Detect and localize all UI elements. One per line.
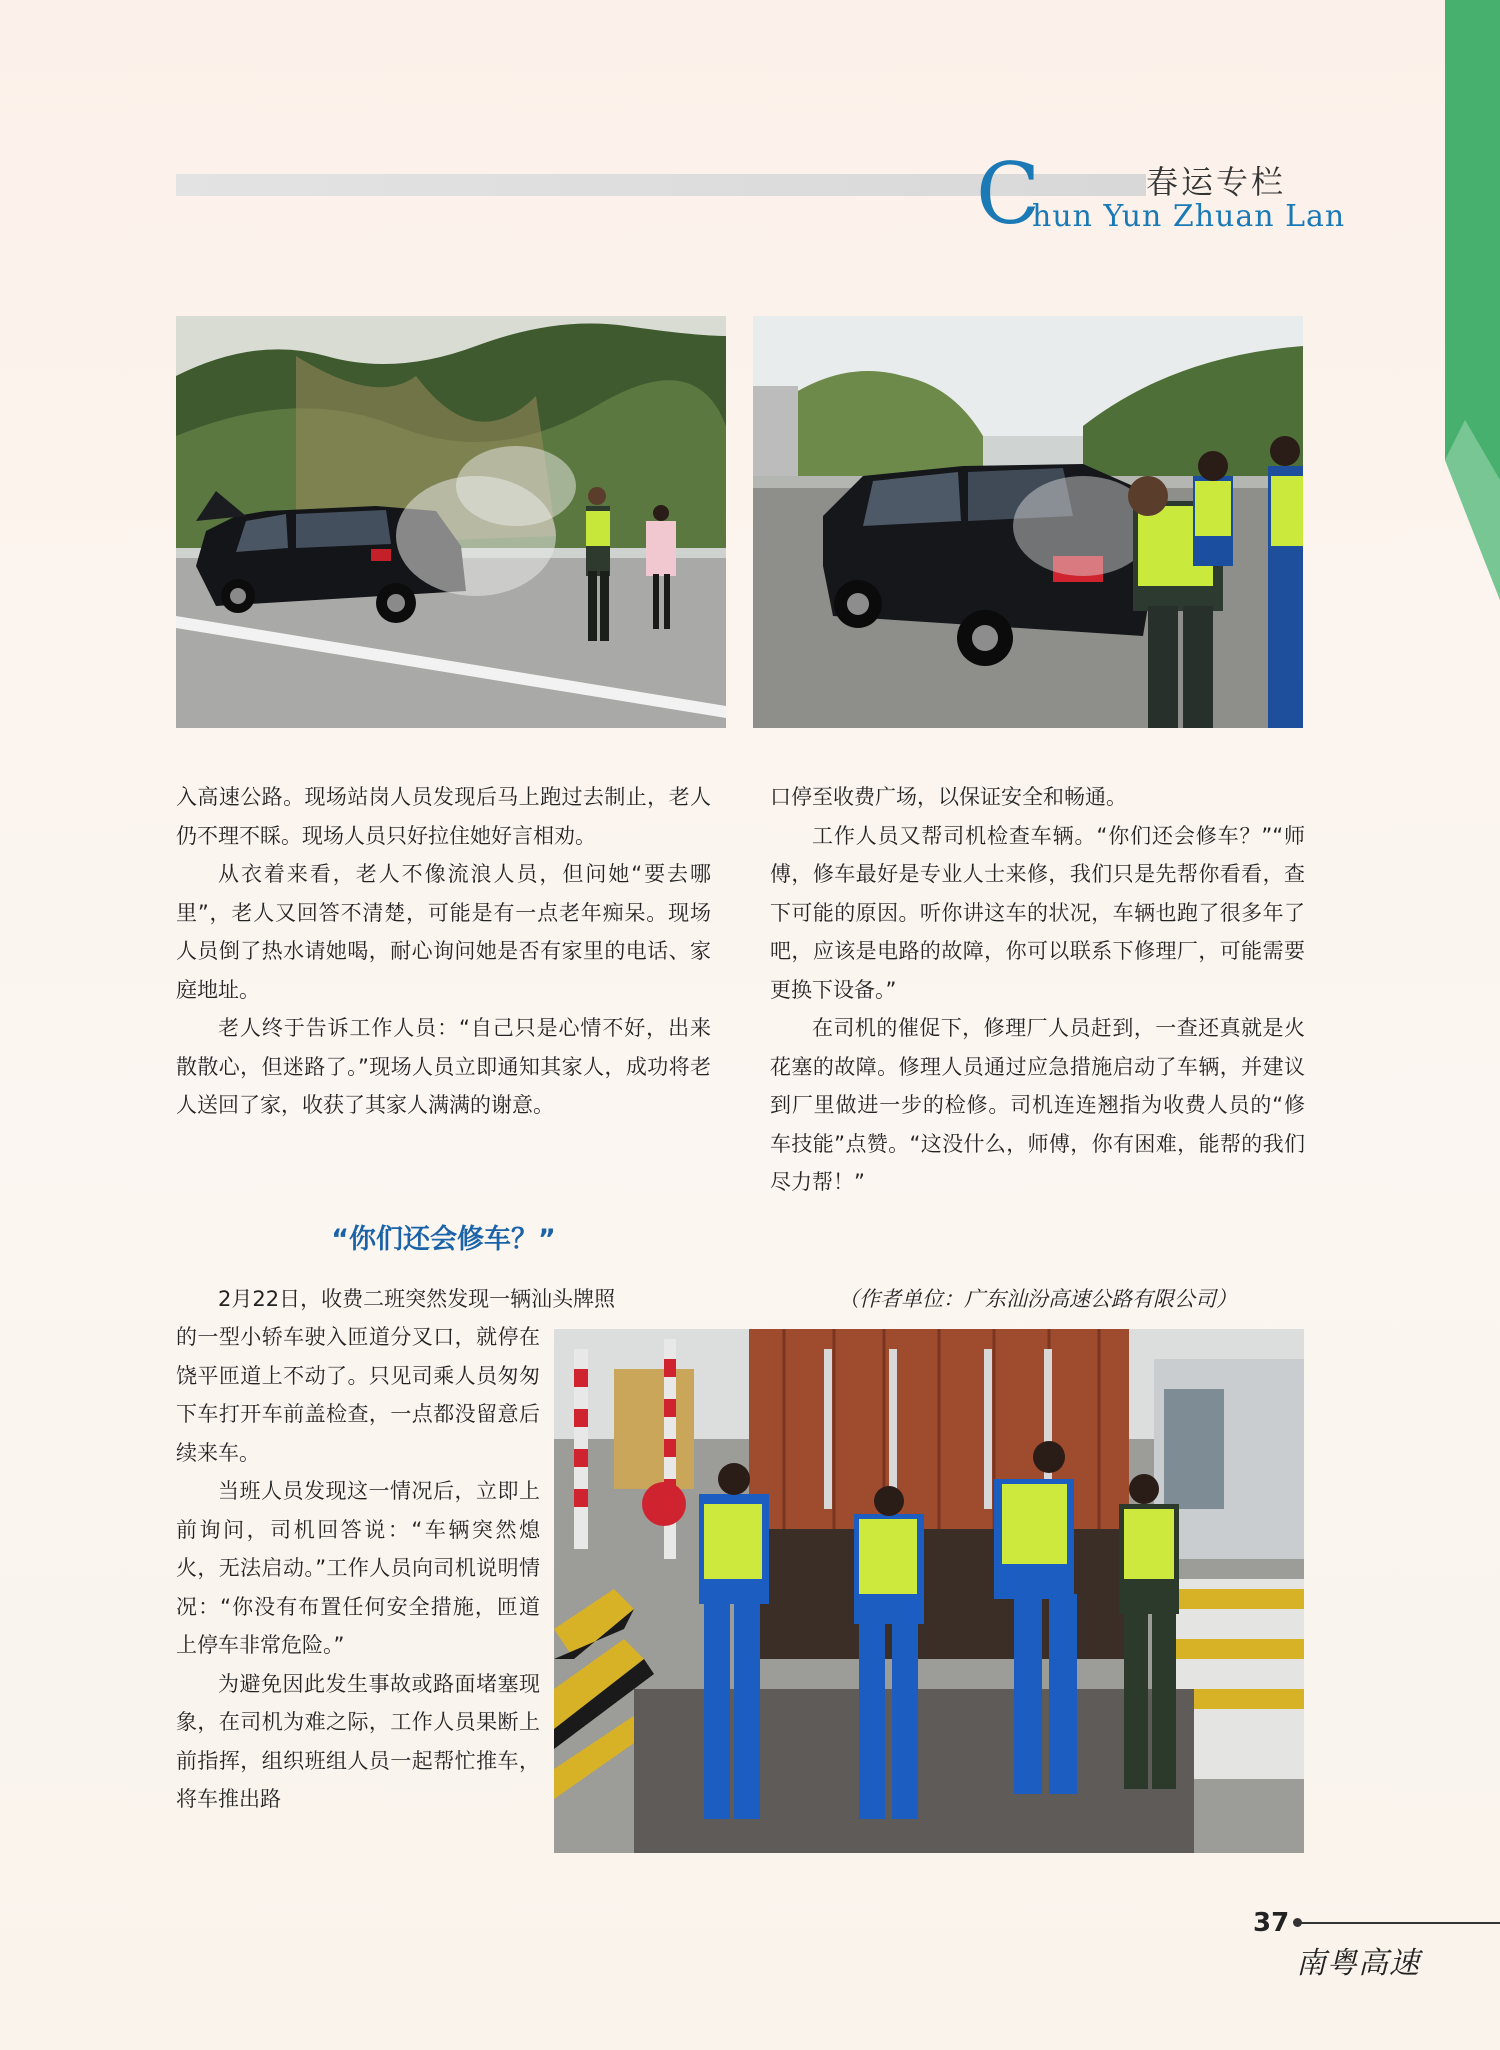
paragraph: 在司机的催促下，修理厂人员赶到，一查还真就是火花塞的故障。修理人员通过应急措施启动了车辆，并建议到厂里做进一步的检修。司机连连翘指为收费人员的“修车技能”点赞。“这没什么，师傅，你有困难，能帮的我们尽力帮！” xyxy=(770,1016,1305,1194)
column-title-en: hun Yun Zhuan Lan xyxy=(1032,199,1346,234)
column-title-cn: 春运专栏 xyxy=(1146,163,1287,201)
footer-rule xyxy=(1298,1922,1500,1924)
left-column-lower-first-line xyxy=(176,1280,711,1319)
page-number: 37 xyxy=(1253,1908,1290,1938)
paragraph: 工作人员又帮司机检查车辆。“你们还会修车？”“师傅，修车最好是专业人士来修，我们只是先帮你看看，查下可能的原因。听你讲这车的状况，车辆也跑了很多年了吧，应该是电路的故障，你可以联系下修理厂，可能需要更换下设备。” xyxy=(770,823,1305,1002)
paragraph: 从衣着来看，老人不像流浪人员，但问她“要去哪里”，老人又回答不清楚，可能是有一点老年痴呆。现场人员倒了热水请她喝，耐心询问她是否有家里的电话、家庭地址。 xyxy=(176,862,711,1002)
paragraph: 口停至收费广场，以保证安全和畅通。 xyxy=(770,785,1127,809)
paragraph: 老人终于告诉工作人员：“自己只是心情不好，出来散散心，但迷路了。”现场人员立即通知其家人，成功将老人送回了家，收获了其家人满满的谢意。 xyxy=(176,1016,711,1117)
paragraph: 当班人员发现这一情况后，立即上前询问，司机回答说：“车辆突然熄火，无法启动。”工作人员向司机说明情况：“你没有布置任何安全措施，匝道上停车非常危险。” xyxy=(176,1479,540,1657)
paragraph: 为避免因此发生事故或路面堵塞现象，在司机为难之际，工作人员果断上前指挥，组织班组人员一起帮忙推车，将车推出路 xyxy=(176,1671,540,1811)
paragraph: 的一型小轿车驶入匝道分叉口，就停在饶平匝道上不动了。只见司乘人员匆匆下车打开车前盖检查，一点都没留意后续来车。 xyxy=(176,1325,540,1465)
left-column-lower-narrow xyxy=(176,1318,540,1819)
section-subheading: “你们还会修车？” xyxy=(331,1224,556,1255)
photo-workers-pushing-truck xyxy=(554,1329,1304,1853)
photo-car-highway xyxy=(176,316,726,728)
green-corner-decoration xyxy=(1445,0,1500,600)
right-column xyxy=(770,778,1305,1202)
author-affiliation: （作者单位：广东汕汾高速公路有限公司） xyxy=(838,1287,1237,1311)
magazine-logo: 南粤高速 xyxy=(1296,1946,1420,1981)
header-initial: C xyxy=(976,145,1041,243)
left-column-upper xyxy=(176,778,711,1125)
paragraph: 2月22日，收费二班突然发现一辆汕头牌照 xyxy=(218,1287,616,1311)
paragraph: 入高速公路。现场站岗人员发现后马上跑过去制止，老人仍不理不睬。现场人员只好拉住她好言相劝。 xyxy=(176,785,711,848)
photo-worker-checking-car xyxy=(753,316,1303,728)
